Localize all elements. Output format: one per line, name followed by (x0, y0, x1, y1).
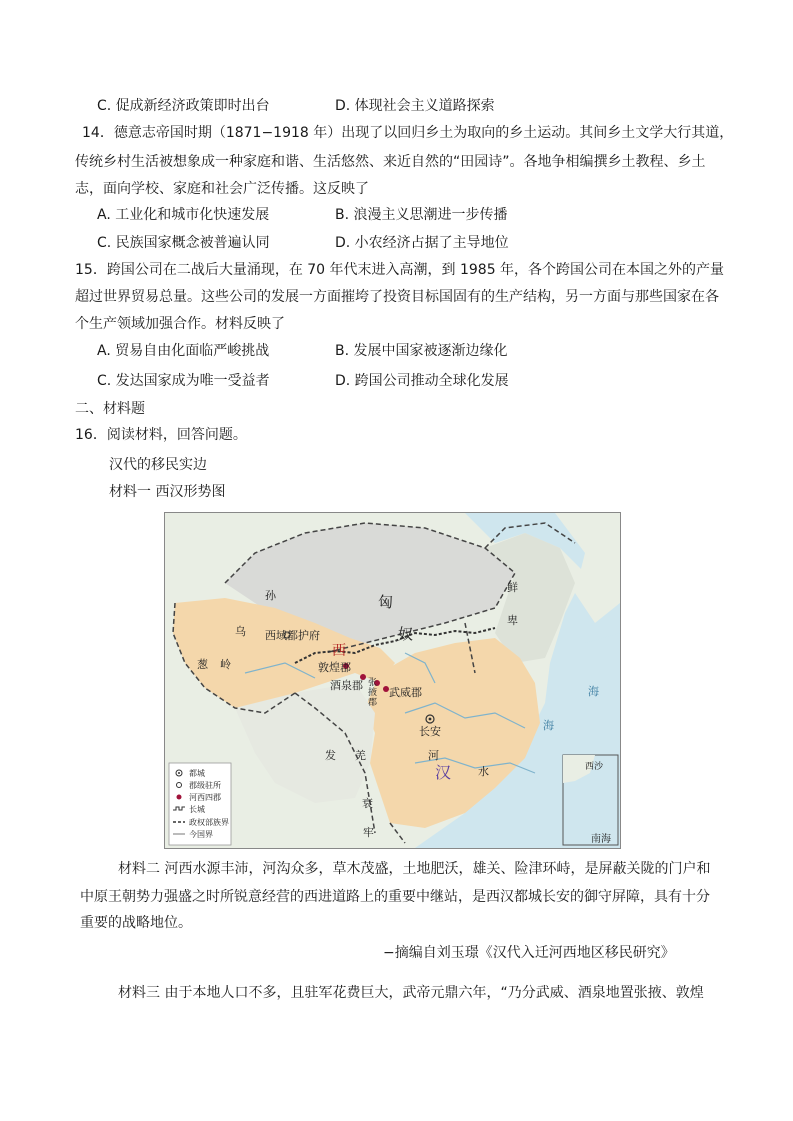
svg-text:郡: 郡 (368, 698, 378, 708)
svg-text:葱: 葱 (197, 658, 208, 671)
q15-option-a: A. 贸易自由化面临严峻挑战 (97, 343, 270, 359)
svg-text:衰: 衰 (362, 797, 373, 810)
svg-text:海: 海 (588, 685, 599, 698)
svg-text:孙: 孙 (265, 589, 276, 602)
q13-option-c: C. 促成新经济政策即时出台 (97, 98, 270, 114)
map-label-jiuquan: 酒泉郡 (330, 679, 363, 692)
svg-text:政权部族界: 政权部族界 (189, 818, 229, 827)
map-label-xiongnu: 匈 (378, 593, 394, 611)
svg-text:乌: 乌 (235, 625, 246, 638)
svg-text:水: 水 (478, 765, 489, 778)
q15-stem-line-1: 15．跨国公司在二战后大量涌现，在 70 年代末进入高潮，到 1985 年，各个跨国公司在本国之外的产量 (75, 262, 725, 278)
svg-text:海: 海 (543, 719, 554, 732)
map-inset-south-sea (563, 755, 618, 845)
map-legend (169, 763, 231, 845)
material3-line-1: 材料三 由于本地人口不多，且驻军花费巨大，武帝元鼎六年，“乃分武威、酒泉地置张掖、敦煌 (118, 985, 704, 1001)
q14-option-a: A. 工业化和城市化快速发展 (97, 207, 270, 223)
q14-option-d: D. 小农经济占据了主导地位 (335, 235, 509, 251)
q15-option-b: B. 发展中国家被逐渐边缘化 (335, 343, 508, 359)
material2-source: −摘编自刘玉璟《汉代入迁河西地区移民研究》 (383, 945, 675, 961)
svg-text:河西四郡: 河西四郡 (189, 793, 221, 802)
map-label-han: 汉 (435, 763, 452, 782)
material2-line-3: 重要的战略地位。 (80, 915, 192, 931)
q13-option-d: D. 体现社会主义道路探索 (335, 98, 495, 114)
map-label-xiyu: 西域都护府 (265, 629, 320, 642)
svg-text:长城: 长城 (189, 805, 205, 814)
svg-text:西: 西 (332, 643, 346, 659)
svg-text:南海: 南海 (591, 834, 611, 845)
q16-subtitle: 汉代的移民实边 (109, 457, 207, 473)
q15-stem-line-2: 超过世界贸易总量。这些公司的发展一方面摧垮了投资目标国固有的生产结构，另一方面与那些国家在各 (75, 289, 719, 305)
map-label-wuwei: 武威郡 (389, 686, 422, 699)
q15-option-c: C. 发达国家成为唯一受益者 (97, 373, 270, 389)
map-label-dunhuang: 敦煌郡 (318, 661, 351, 674)
q15-option-d: D. 跨国公司推动全球化发展 (335, 373, 509, 389)
svg-text:羌: 羌 (355, 749, 366, 762)
material2-line-1: 材料二 河西水源丰沛，河沟众多，草木茂盛，土地肥沃，雄关、险津环峙，是屏蔽关陇的门户和 (118, 861, 711, 877)
svg-text:张: 张 (368, 678, 378, 688)
q14-option-c: C. 民族国家概念被普遍认同 (97, 235, 270, 251)
map-label-changan: 长安 (419, 725, 441, 738)
western-han-map (164, 512, 621, 849)
q14-stem-line-3: 志，面向学校、家庭和社会广泛传播。这反映了 (75, 181, 369, 197)
q14-option-b: B. 浪漫主义思潮进一步传播 (335, 207, 508, 223)
svg-text:卑: 卑 (507, 614, 518, 627)
q14-stem-line-1: 14．德意志帝国时期（1871−1918 年）出现了以回归乡土为取向的乡土运动。其间乡土文学大行其道， (82, 125, 734, 141)
svg-text:岭: 岭 (220, 658, 231, 671)
material1-caption: 材料一 西汉形势图 (109, 484, 226, 500)
svg-text:西沙: 西沙 (585, 762, 604, 772)
section-heading: 二、材料题 (75, 401, 145, 417)
svg-text:奴: 奴 (398, 625, 414, 643)
q16-prompt: 16．阅读材料，回答问题。 (75, 427, 247, 443)
svg-text:今国界: 今国界 (189, 830, 213, 839)
svg-text:发: 发 (325, 749, 336, 762)
q15-stem-line-3: 个生产领域加强合作。材料反映了 (75, 316, 285, 332)
svg-text:鲜: 鲜 (507, 581, 518, 594)
material2-line-2: 中原王朝势力强盛之时所锐意经营的西进道路上的重要中继站，是西汉都城长安的御守屏障，具有十分 (80, 889, 710, 905)
svg-text:都城: 都城 (189, 769, 205, 778)
svg-text:河: 河 (428, 749, 439, 762)
svg-text:牢: 牢 (363, 826, 374, 839)
svg-text:掖: 掖 (368, 688, 378, 698)
q14-stem-line-2: 传统乡村生活被想象成一种家庭和谐、生活悠然、来近自然的“田园诗”。各地争相编撰乡土教程、乡土 (75, 154, 706, 170)
svg-text:郡级驻所: 郡级驻所 (189, 781, 221, 790)
